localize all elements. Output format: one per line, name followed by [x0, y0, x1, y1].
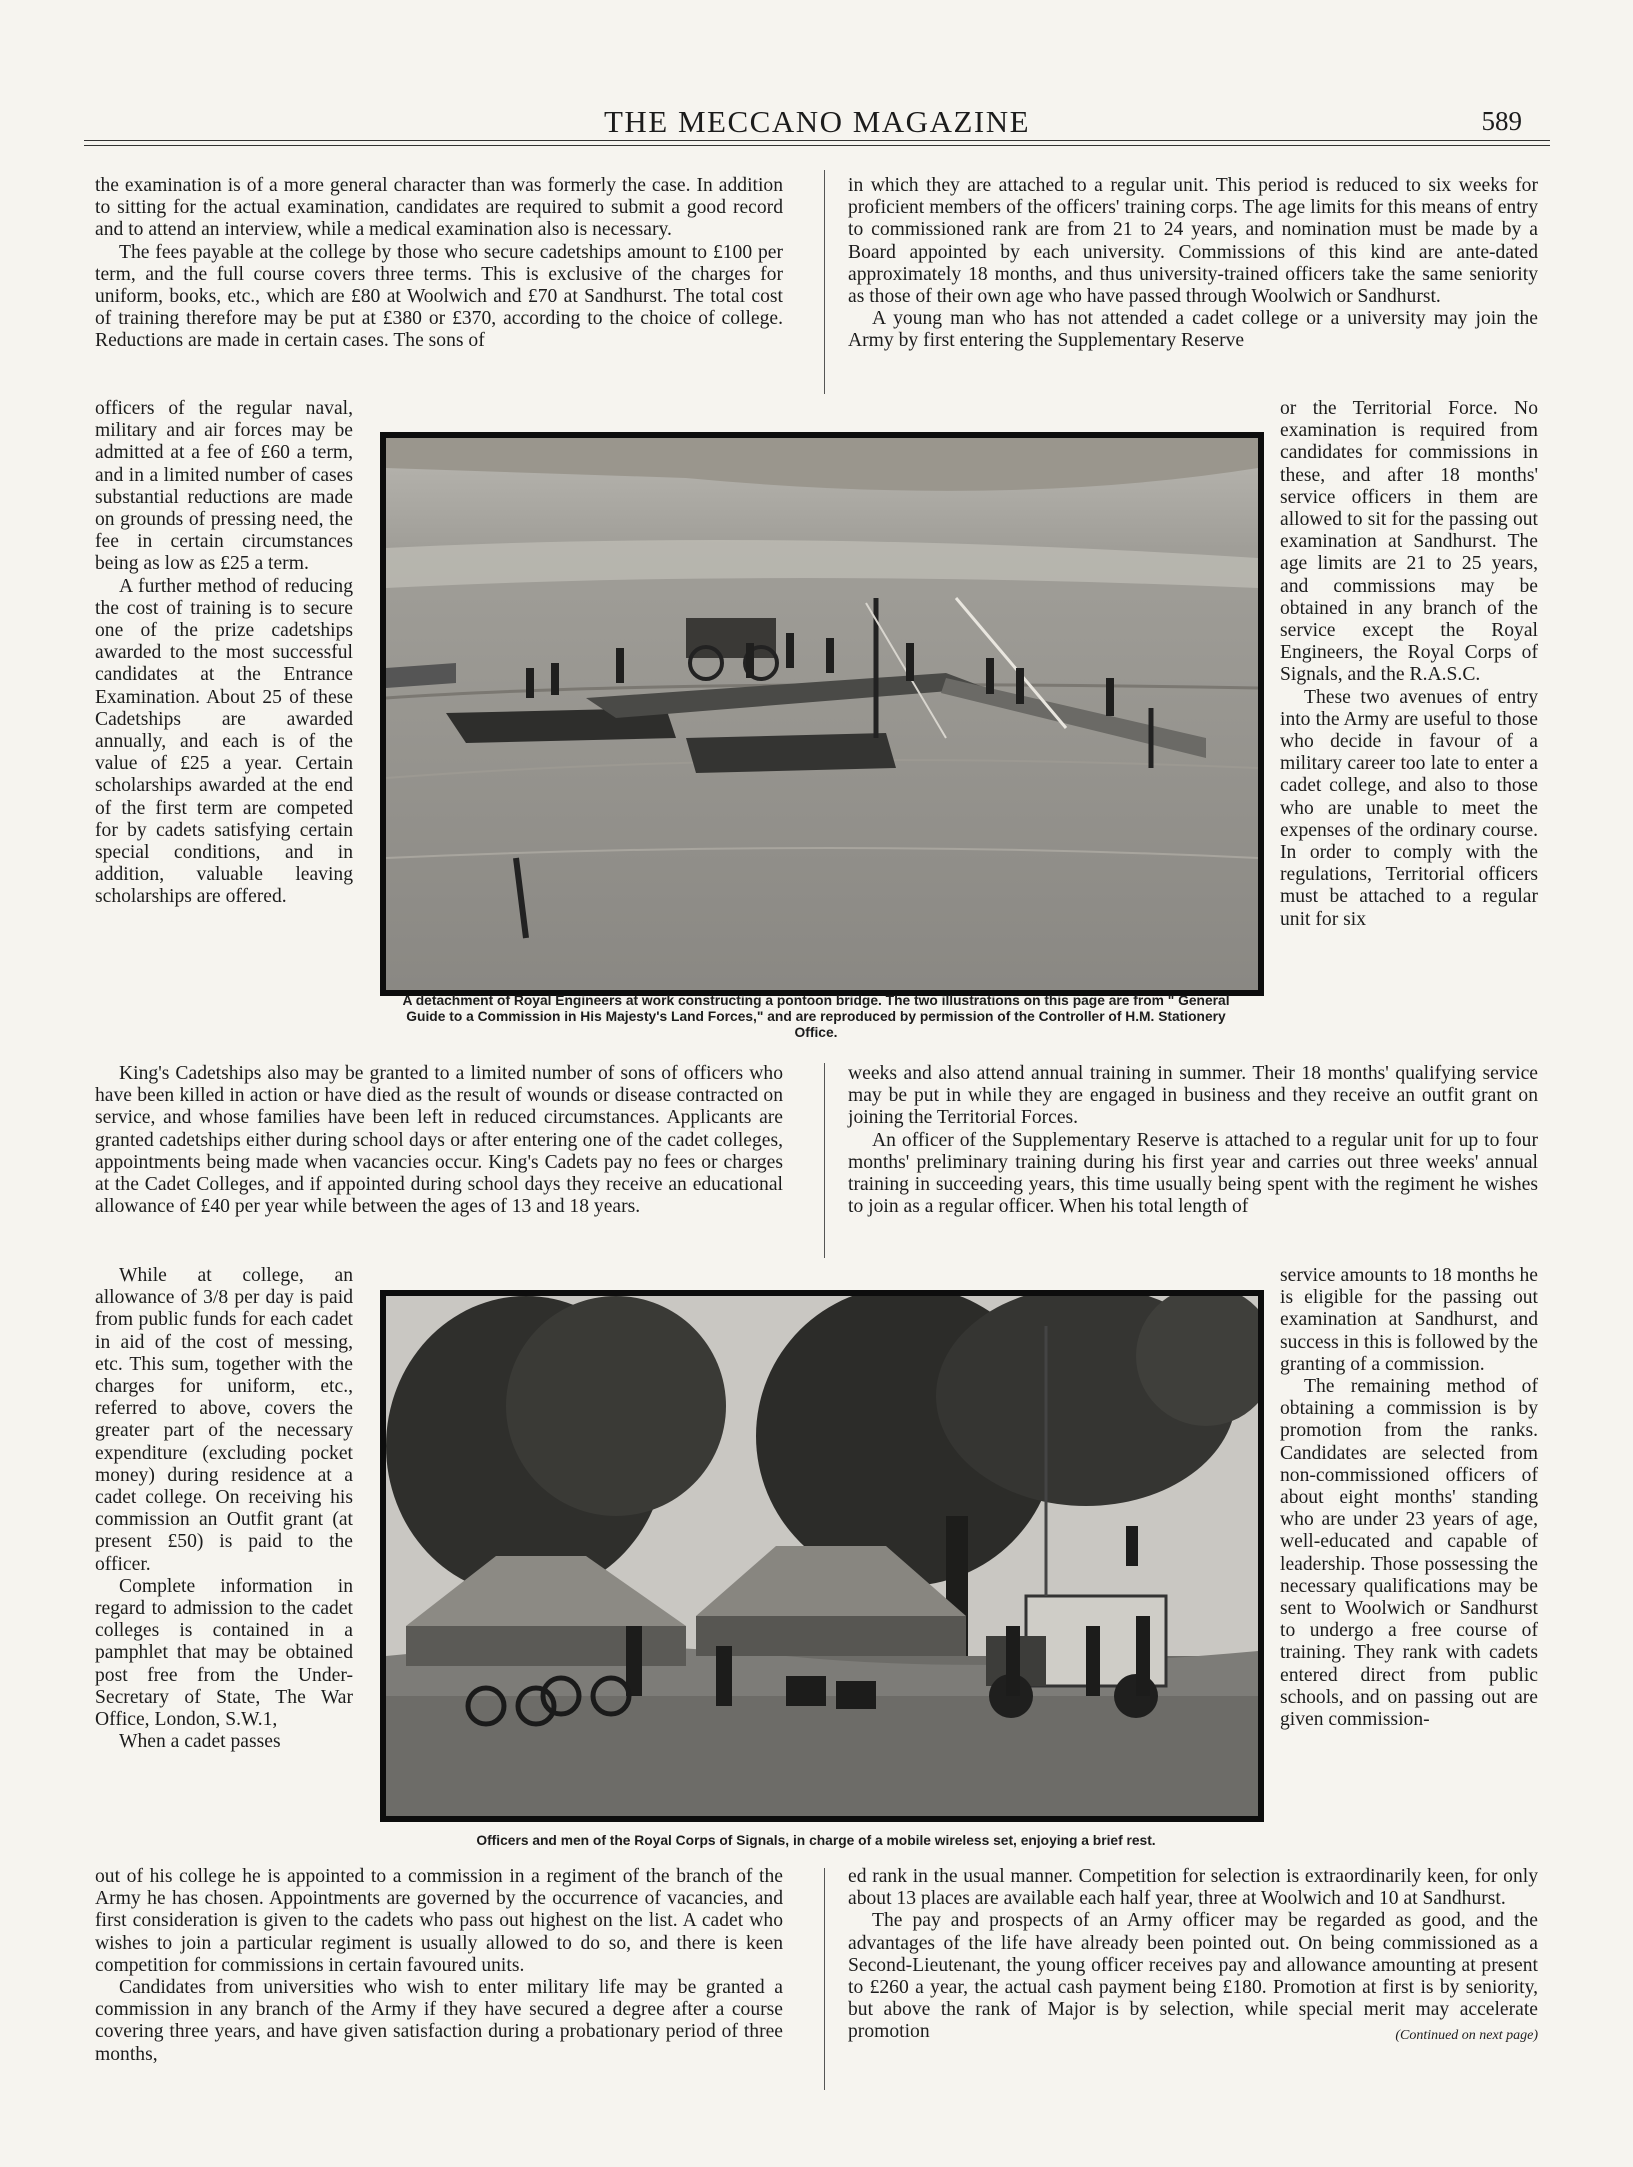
- left-column-bottom: [95, 1866, 783, 2066]
- paragraph: A young man who has not attended a cadet college or a university may join the Army by first entering the Supplementary Reserve: [848, 308, 1538, 352]
- pontoon-bridge-photo-icon: [386, 438, 1258, 990]
- right-column-bottom: [848, 1866, 1538, 2047]
- column-separator: [824, 1868, 825, 2090]
- page-number: 589: [1481, 106, 1522, 136]
- paragraph: out of his college he is appointed to a commission in a regiment of the branch of the Army he has chosen. Appointments are governed by the occurrence of vacancies, and first consideration is given to the cadets who pass out highest on the list. A cadet who wishes to join a particular regiment is usually allowed to do so, and there is keen competition for commissions in certain favoured units.: [95, 1866, 783, 1976]
- right-column-narrow: [1280, 398, 1538, 931]
- photo-caption: A detachment of Royal Engineers at work constructing a pontoon bridge. The two illustrations on this page are from " General Guide to a Commission in His Majesty's Land Forces," and are reproduced by permission of the Controller of H.M. Stationery Office.: [402, 993, 1230, 1040]
- page-header: [84, 104, 1550, 144]
- magazine-title: THE MECCANO MAGAZINE: [603, 104, 1031, 139]
- paragraph: The pay and prospects of an Army officer may be regarded as good, and the advantages of the life have already been pointed out. On being commissioned as a Second-Lieutenant, the young officer receives pay and allowance amounting at present to £260 a year, the actual cash payment being £180. Promotion at first is by seniority, but above the rank of Major is by selection, while special merit may accelerate promotion: [848, 1910, 1538, 2043]
- paragraph: A further method of reducing the cost of training is to secure one of the prize cadetships awarded to the most successful candidates at the Entrance Examination. About 25 of these Cadetships are awarded annually, and each is of the value of £25 a year. Certain scholarships awarded at the end of the first term are competed for by cadets satisfying certain special conditions, and in addition, valuable leaving scholarships are offered.: [95, 575, 353, 908]
- paragraph: The fees payable at the college by those who secure cadetships amount to £100 per term, and the full course covers three terms. This is exclusive of the charges for uniform, books, etc., which are £80 at Woolwich and £70 at Sandhurst. The total cost of training therefore may be put at £380 or £370, according to the choice of college. Reductions are made in certain cases. The sons of: [95, 241, 783, 352]
- continued-note: (Continued on next page): [1395, 2027, 1538, 2043]
- paragraph: ed rank in the usual manner. Competition for selection is extraordinarily keen, for only about 13 places are available each half year, three at Woolwich and 10 at Sandhurst.: [848, 1866, 1538, 1910]
- wireless-set-photo: [380, 1290, 1264, 1822]
- paragraph: service amounts to 18 months he is eligible for the passing out examination at Sandhurst, and success in this is followed by the granting of a commission.: [1280, 1265, 1538, 1375]
- paragraph: When a cadet passes: [119, 1731, 281, 1753]
- left-column-narrow: [95, 398, 353, 909]
- right-column-narrow: [1280, 1265, 1538, 1731]
- pontoon-bridge-photo: [380, 432, 1264, 996]
- paragraph: These two avenues of entry into the Army are useful to those who decide in favour of a military career too late to enter a cadet college, and also to those who are unable to meet the expenses of the ordinary course. In order to comply with the regulations, Territorial officers must be attached to a regular unit for six: [1280, 686, 1538, 930]
- column-separator: [824, 1063, 825, 1258]
- paragraph: An officer of the Supplementary Reserve is attached to a regular unit for up to four months' preliminary training during his first year and carries out three weeks' annual training in succeeding years, this time usually being spent with the regiment he wishes to join as a regular officer. When his total length of: [848, 1129, 1538, 1218]
- paragraph: in which they are attached to a regular unit. This period is reduced to six weeks for proficient members of the officers' training corps. The age limits for this means of entry to commissioned rank are from 21 to 24 years, and nomination must be made by a Board appointed by each university. Commissions of this kind are ante-dated approximately 18 months, and thus university-trained officers take the same seniority as those of their own age who have passed through Woolwich or Sandhurst.: [848, 175, 1538, 308]
- header-rule: [84, 140, 1550, 141]
- paragraph: weeks and also attend annual training in summer. Their 18 months' qualifying service may be put in while they are engaged in business and they receive an outfit grant on joining the Territorial Forces.: [848, 1063, 1538, 1129]
- paragraph: The remaining method of obtaining a commission is by promotion from the ranks. Candidates are selected from non-commissioned officers of about eight months' standing who are under 23 years of age, well-educated and capable of leadership. Those possessing the necessary qualifications may be sent to Woolwich or Sandhurst to undergo a free course of training. They rank with cadets entered direct from public schools, and on passing out are given commission-: [1280, 1376, 1538, 1731]
- paragraph: While at college, an allowance of 3/8 per day is paid from public funds for each cadet in aid of the cost of messing, etc. This sum, together with the charges for uniform, etc., referred to above, covers the greater part of the necessary expenditure (excluding pocket money) during residence at a cadet college. On receiving his commission an Outfit grant (at present £50) is paid to the officer.: [95, 1265, 353, 1575]
- column-separator: [824, 170, 825, 394]
- paragraph: officers of the regular naval, military and air forces may be admitted at a fee of £60 a term, and in a limited number of cases substantial reductions are made on grounds of pressing need, the fee in certain circumstances being as low as £25 a term.: [95, 398, 353, 575]
- photo-caption: Officers and men of the Royal Corps of Signals, in charge of a mobile wireless set, enjoying a brief rest.: [476, 1833, 1156, 1848]
- paragraph: Candidates from universities who wish to enter military life may be granted a commission in any branch of the Army if they have secured a degree after a course covering three years, and have given satisfaction during a probationary period of three months,: [95, 1977, 783, 2065]
- paragraph: the examination is of a more general character than was formerly the case. In addition to sitting for the actual examination, candidates are required to submit a good record and to attend an interview, while a medical examination also is necessary.: [95, 175, 783, 241]
- right-column-top: [848, 175, 1538, 353]
- right-column-middle: [848, 1063, 1538, 1218]
- paragraph: King's Cadetships also may be granted to a limited number of sons of officers who have been killed in action or have died as the result of wounds or disease contracted on service, and whose families have been left in reduced circumstances. Applicants are granted cadetships either during school days or after entering one of the cadet colleges, appointments being made when vacancies occur. King's Cadets pay no fees or charges at the Cadet Colleges, and if appointed during school days they receive an educational allowance of £40 per year while between the ages of 13 and 18 years.: [95, 1063, 783, 1218]
- left-column-top: [95, 175, 783, 353]
- left-column-middle: [95, 1063, 783, 1218]
- header-rule-double: [84, 145, 1550, 146]
- paragraph: Complete information in regard to admission to the cadet colleges is contained in a pamphlet that may be obtained post free from the Under-Secretary of State, The War Office, London, S.W.1,: [95, 1575, 353, 1731]
- wireless-set-photo-icon: [386, 1296, 1258, 1816]
- paragraph: or the Territorial Force. No examination is required from candidates for commissions in these, and after 18 months' service officers in them are allowed to sit for the passing out examination at Sandhurst. The age limits are 21 to 25 years, and commissions may be obtained in any branch of the service except the Royal Engineers, the Royal Corps of Signals, and the R.A.S.C.: [1280, 398, 1538, 686]
- left-column-narrow: [95, 1265, 353, 1753]
